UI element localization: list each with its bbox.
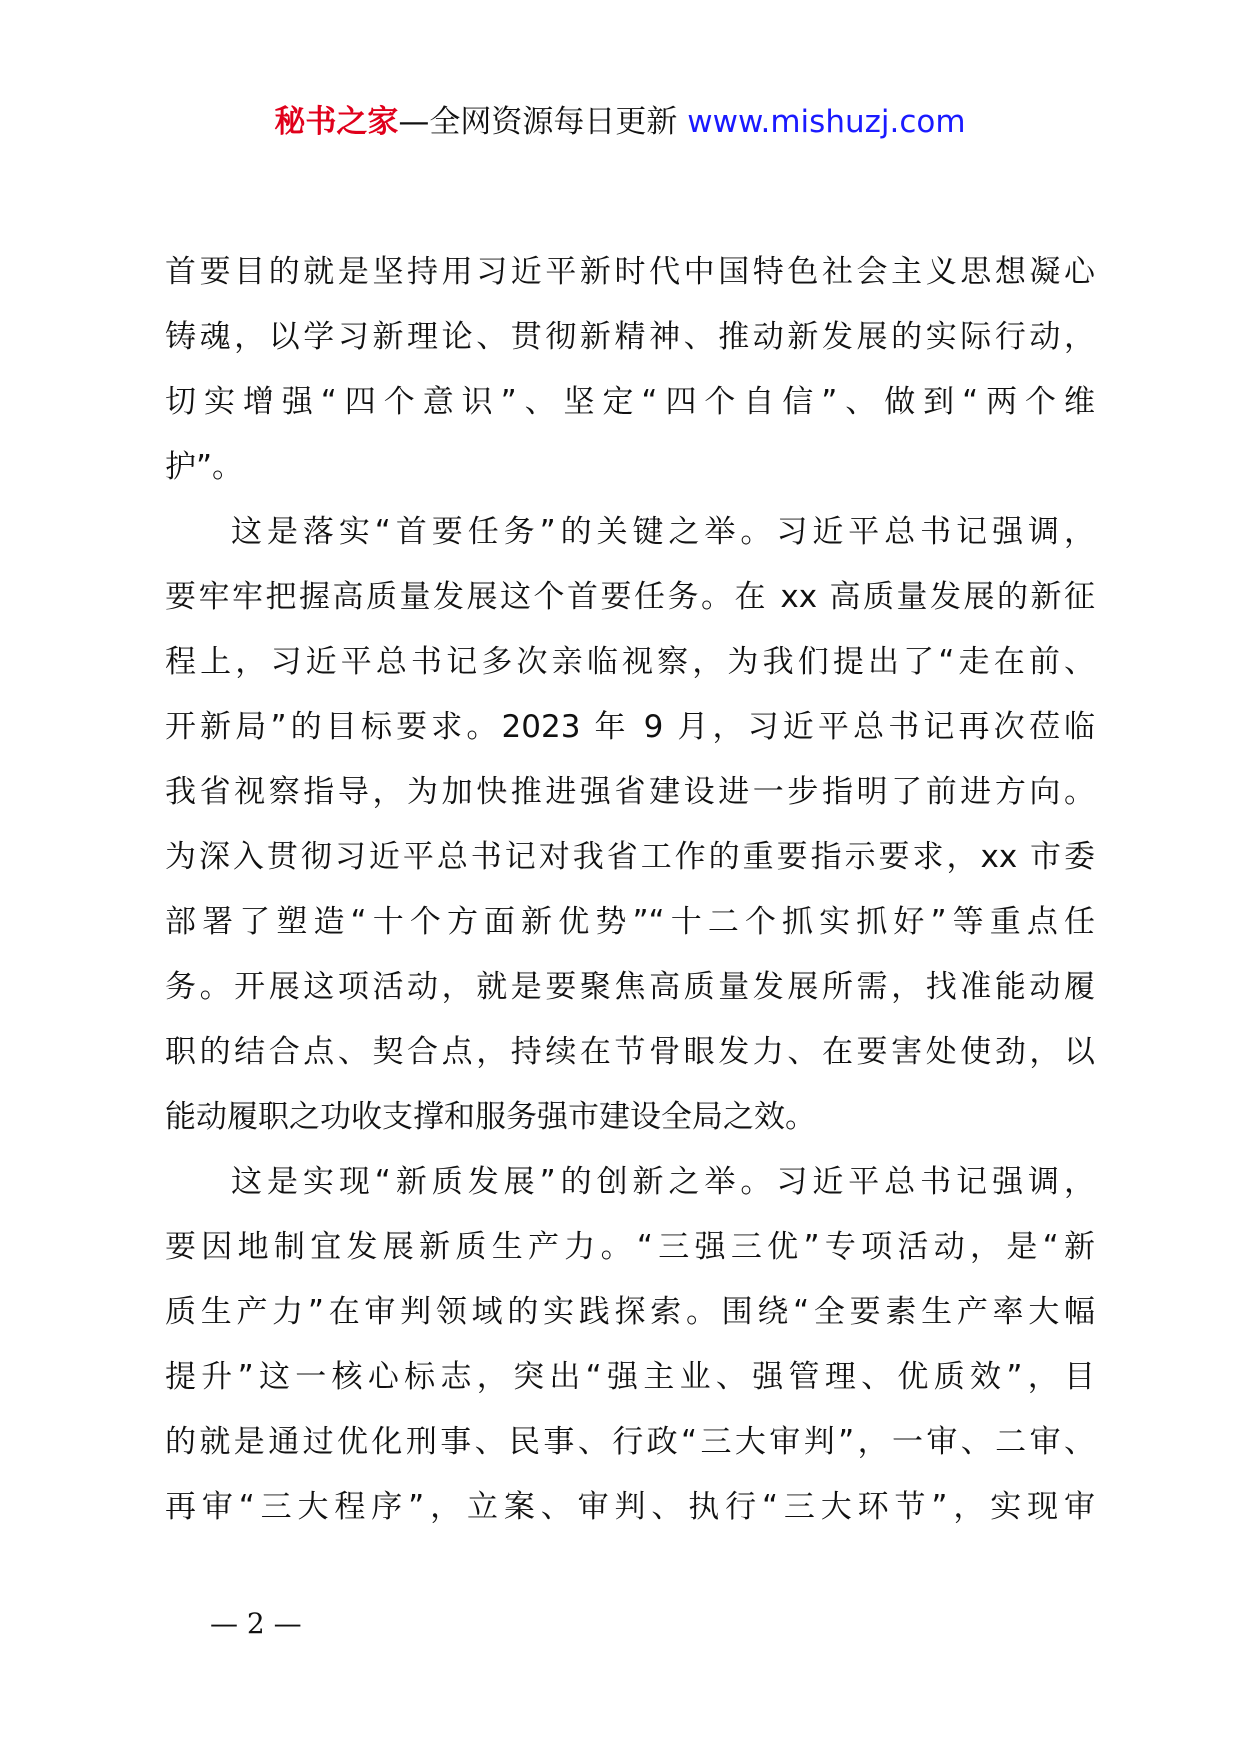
text-line: 首要目的就是坚持用习近平新时代中国特色社会主义思想凝心 xyxy=(165,254,1095,290)
text-line: 的就是通过优化刑事、民事、行政“三大审判”，一审、二审、 xyxy=(165,1424,1095,1460)
text-line: 程上，习近平总书记多次亲临视察，为我们提出了“走在前、 xyxy=(165,644,1095,680)
text-line: 要牢牢把握高质量发展这个首要任务。在 xx 高质量发展的新征 xyxy=(165,579,1095,615)
text-line: 质生产力”在审判领域的实践探索。围绕“全要素生产率大幅 xyxy=(165,1294,1095,1330)
text-line: 开新局”的目标要求。2023 年 9 月，习近平总书记再次莅临 xyxy=(165,709,1095,745)
page-number: — 2 — xyxy=(210,1607,302,1640)
text-line: 铸魂，以学习新理论、贯彻新精神、推动新发展的实际行动， xyxy=(165,319,1095,355)
text-line: 能动履职之功收支撑和服务强市建设全局之效。 xyxy=(165,1099,816,1135)
text-line: 要因地制宜发展新质生产力。“三强三优”专项活动，是“新 xyxy=(165,1229,1095,1265)
paragraph-first-line: 这是落实“首要任务”的关键之举。习近平总书记强调， xyxy=(231,514,1095,550)
text-line: 职的结合点、契合点，持续在节骨眼发力、在要害处使劲，以 xyxy=(165,1034,1095,1070)
text-line: 为深入贯彻习近平总书记对我省工作的重要指示要求，xx 市委 xyxy=(165,839,1095,875)
site-url-link[interactable]: www.mishuzj.com xyxy=(687,104,966,140)
text-line: 切实增强“四个意识”、坚定“四个自信”、做到“两个维 xyxy=(165,384,1095,420)
text-line: 再审“三大程序”，立案、审判、执行“三大环节”，实现审 xyxy=(165,1489,1095,1525)
text-line: 务。开展这项活动，就是要聚焦高质量发展所需，找准能动履 xyxy=(165,969,1095,1005)
document-body xyxy=(165,240,1095,1540)
text-line: 部署了塑造“十个方面新优势”“十二个抓实抓好”等重点任 xyxy=(165,904,1095,940)
site-header xyxy=(0,100,1240,144)
paragraph-first-line: 这是实现“新质发展”的创新之举。习近平总书记强调， xyxy=(231,1164,1095,1200)
brand-name: 秘书之家 xyxy=(274,104,399,140)
text-line: 我省视察指导，为加快推进强省建设进一步指明了前进方向。 xyxy=(165,774,1095,810)
site-tagline: —全网资源每日更新 xyxy=(398,104,678,140)
text-line: 提升”这一核心标志，突出“强主业、强管理、优质效”，目 xyxy=(165,1359,1095,1395)
text-line: 护”。 xyxy=(165,449,244,485)
